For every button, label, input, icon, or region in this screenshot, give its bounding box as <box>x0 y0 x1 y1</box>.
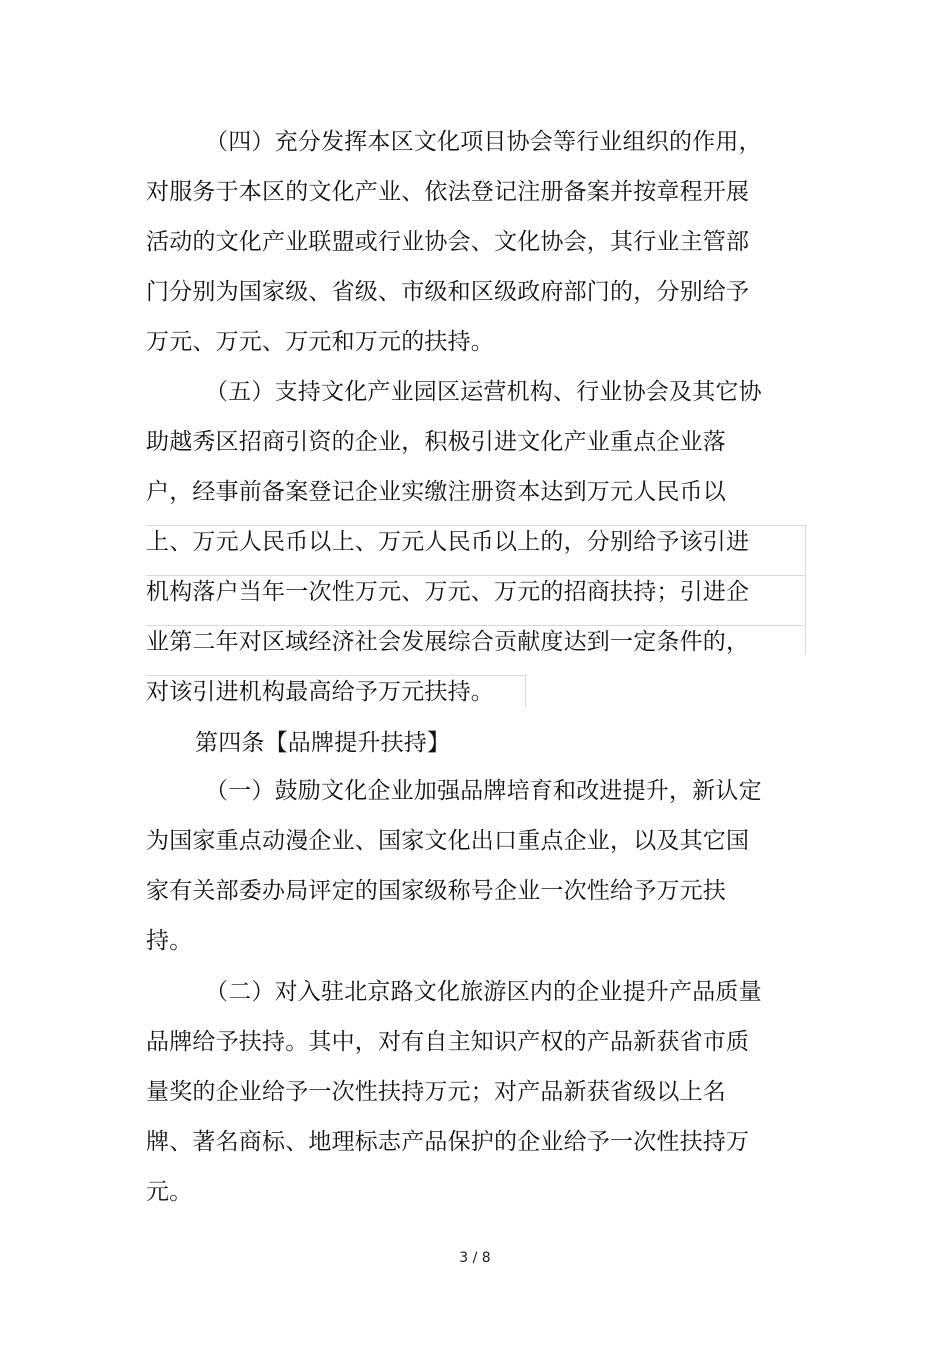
table-border-line <box>805 525 806 655</box>
text-line: 对该引进机构最高给予万元扶持。 <box>146 679 494 705</box>
text-line: 量奖的企业给予一次性扶持万元；对产品新获省级以上名 <box>146 1079 726 1105</box>
text-line: （四）充分发挥本区文化项目协会等行业组织的作用， <box>205 129 762 155</box>
text-line: （五）支持文化产业园区运营机构、行业协会及其它协 <box>205 379 762 405</box>
text-line: 万元、万元、万元和万元的扶持。 <box>146 329 494 355</box>
text-line: 持。 <box>146 928 193 954</box>
table-border-line <box>146 525 806 526</box>
text-line: 为国家重点动漫企业、国家文化出口重点企业，以及其它国 <box>146 828 750 854</box>
text-line: 活动的文化产业联盟或行业协会、文化协会，其行业主管部 <box>146 229 750 255</box>
text-line: 门分别为国家级、省级、市级和区级政府部门的，分别给予 <box>146 279 750 305</box>
text-line: 助越秀区招商引资的企业，积极引进文化产业重点企业落 <box>146 429 726 455</box>
text-line: 上、万元人民币以上、万元人民币以上的，分别给予该引进 <box>146 529 750 555</box>
text-line: （二）对入驻北京路文化旅游区内的企业提升产品质量 <box>205 979 762 1005</box>
table-border-line <box>525 675 526 707</box>
text-line: 机构落户当年一次性万元、万元、万元的招商扶持；引进企 <box>146 579 750 605</box>
text-line: 牌、著名商标、地理标志产品保护的企业给予一次性扶持万 <box>146 1129 750 1155</box>
page-number: 3 / 8 <box>459 1250 491 1266</box>
text-line: 户，经事前备案登记企业实缴注册资本达到万元人民币以 <box>146 479 726 505</box>
text-line: 家有关部委办局评定的国家级称号企业一次性给予万元扶 <box>146 878 726 904</box>
text-line: 业第二年对区域经济社会发展综合贡献度达到一定条件的， <box>146 629 750 655</box>
text-line: 元。 <box>146 1179 193 1205</box>
table-border-line <box>146 675 526 676</box>
table-border-line <box>146 575 806 576</box>
section-heading: 第四条【品牌提升扶持】 <box>195 730 451 756</box>
text-line: （一）鼓励文化企业加强品牌培育和改进提升，新认定 <box>205 778 762 804</box>
text-line: 品牌给予扶持。其中，对有自主知识产权的产品新获省市质 <box>146 1029 750 1055</box>
table-border-line <box>146 625 806 626</box>
text-line: 对服务于本区的文化产业、依法登记注册备案并按章程开展 <box>146 179 750 205</box>
